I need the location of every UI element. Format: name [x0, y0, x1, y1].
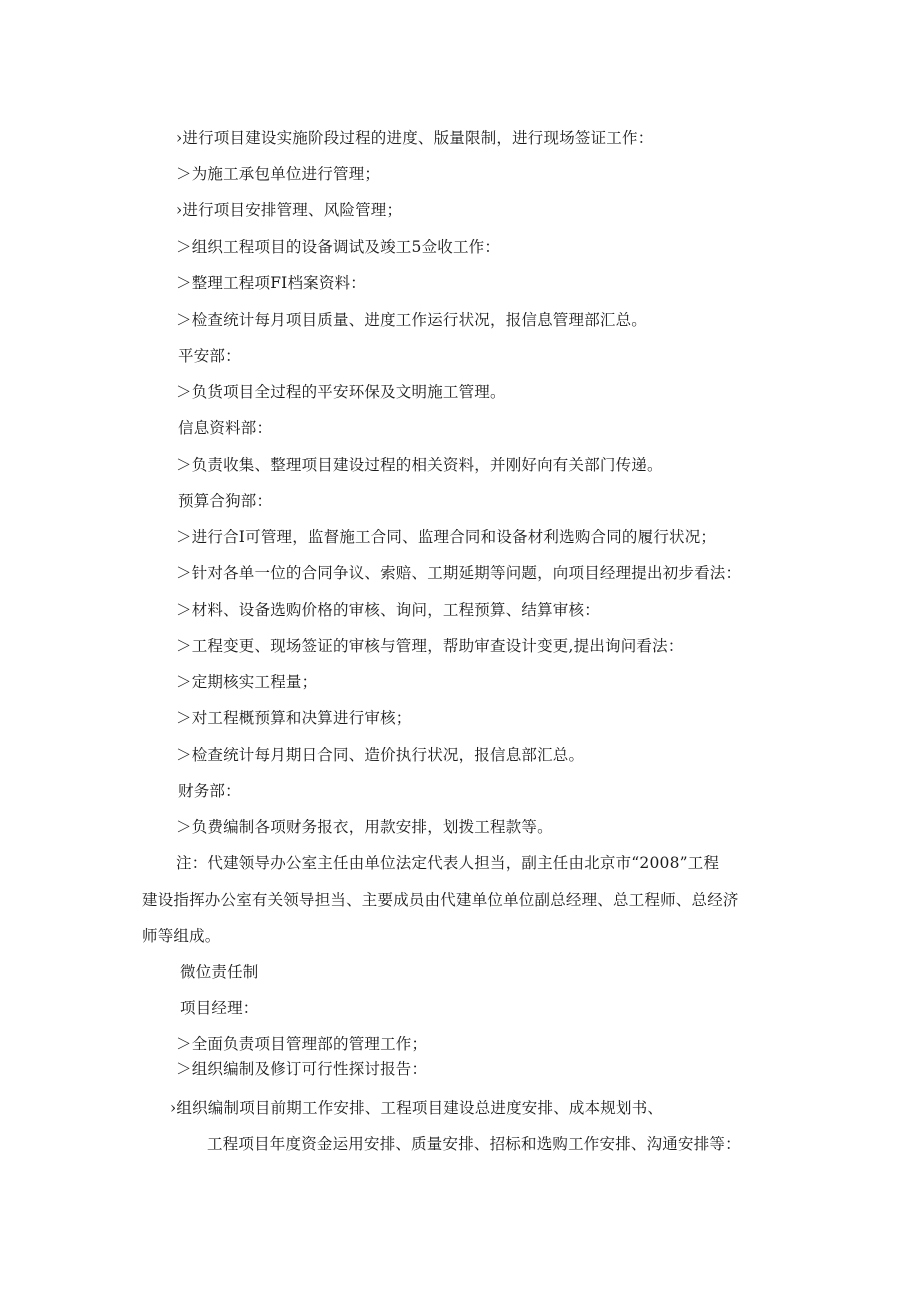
text-line: ＞定期核实工程量； — [176, 673, 318, 691]
text-line: ＞针对各单一位的合同争议、索赔、工期延期等问题，向项目经理提出初步看法： — [176, 564, 742, 582]
text-line: ＞全面负责项目管理部的管理工作； — [176, 1035, 428, 1053]
text-line: ›进行项目建设实施阶段过程的进度、版量限制，进行现场签证工作： — [176, 129, 654, 147]
text-line: 工程项目年度资金运用安排、质量安排、招标和选购工作安排、沟通安排等： — [207, 1135, 741, 1153]
text-line: ＞负费编制各项财务报衣，用款安排，划拨工程款等。 — [176, 818, 553, 836]
text-line: ＞组织工程项目的设备调试及竣工5佥收工作： — [176, 238, 501, 256]
note-line: 注：代建领导办公室主任由单位法定代表人担当，副主任由北京市“2008”工程 — [176, 854, 720, 872]
section-heading: 微位责任制 — [180, 963, 259, 981]
text-line: ›组织编制项目前期工作安排、工程项目建设总进度安排、成本规划书、 — [170, 1099, 664, 1117]
note-line: 师等组成。 — [142, 927, 221, 945]
text-line: ›进行项目安排管理、风险管理； — [176, 201, 403, 219]
text-line: ＞检查统计每月期日合同、造价执行状况，报信息部汇总。 — [176, 746, 585, 764]
section-heading: 项目经理： — [180, 999, 259, 1017]
text-line: ＞检查统计每月项目质量、进度工作运行状况，报信息管理部汇总。 — [176, 311, 648, 329]
note-line: 建设指挥办公室有关领导担当、主要成员由代建单位单位副总经理、总工程师、总经济 — [142, 891, 739, 909]
section-heading: 预算合狗部： — [178, 492, 273, 510]
text-line: ＞工程变更、现场签证的审核与管理，帮助审查设计变更,提出询问看法： — [176, 637, 684, 655]
text-line: ＞为施工承包单位进行管理； — [176, 165, 381, 183]
section-heading: 平安部： — [178, 347, 241, 365]
text-line: ＞整理工程项FI档案资料： — [176, 274, 366, 292]
text-line: ＞负责收集、整理项目建设过程的相关资料，并刚好向有关部门传递。 — [176, 456, 663, 474]
text-line: ＞材料、设备选购价格的审核、询问，工程预算、结算审核： — [176, 601, 600, 619]
text-line: ＞组织编制及修订可行性探讨报告： — [176, 1060, 428, 1078]
section-heading: 财务部： — [178, 782, 241, 800]
text-line: ＞负货项目全过程的平安环保及文明施工管理。 — [176, 383, 506, 401]
section-heading: 信息资料部： — [178, 419, 273, 437]
text-line: ＞对工程概预算和决算进行审核； — [176, 709, 412, 727]
text-line: ＞进行合I可管理，监督施工合同、监理合同和设备材利选购合同的履行状况； — [176, 528, 717, 546]
